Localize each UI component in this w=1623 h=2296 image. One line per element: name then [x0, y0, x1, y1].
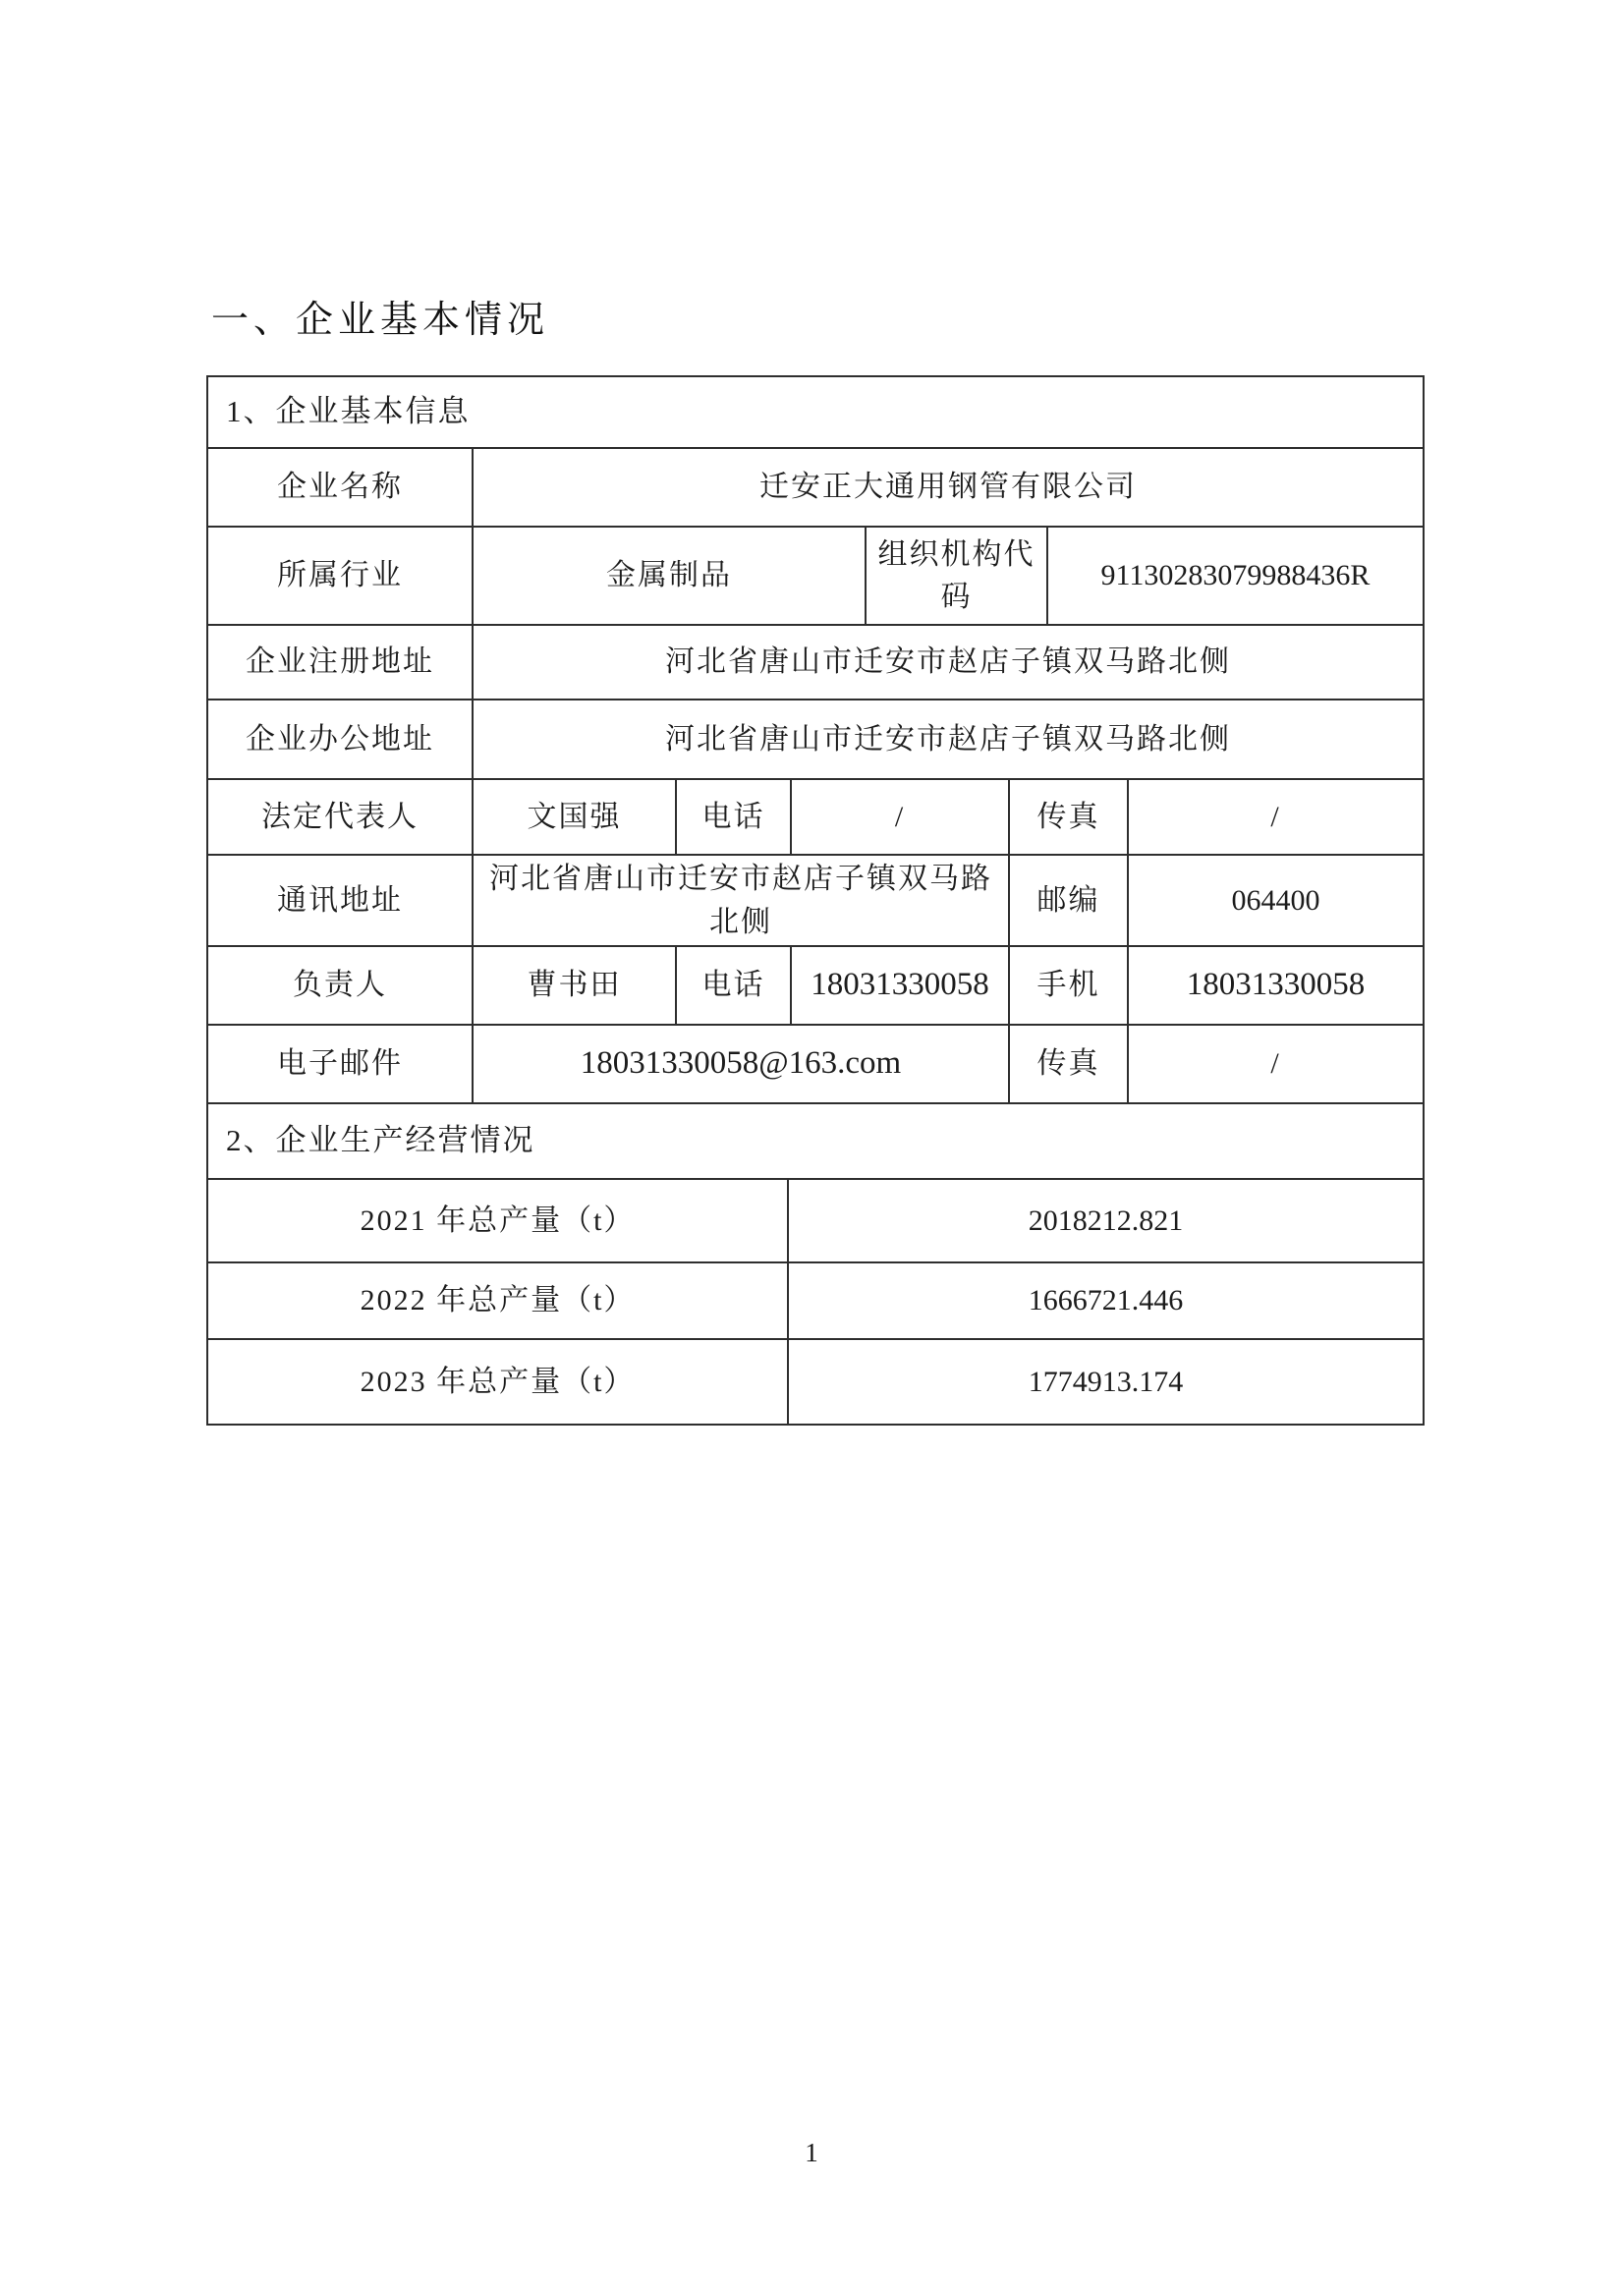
- output-2023-value: 1774913.174: [1028, 1365, 1184, 1398]
- mailing-address-value: 河北省唐山市迁安市赵店子镇双马路北侧: [474, 856, 1010, 945]
- office-address-value: 河北省唐山市迁安市赵店子镇双马路北侧: [665, 722, 1231, 756]
- postcode-label: 邮编: [1010, 856, 1129, 945]
- mailing-address-label: 通讯地址: [208, 856, 474, 945]
- section2-header: 2、企业生产经营情况: [226, 1123, 535, 1158]
- table-row-output-2022: [208, 1263, 1423, 1340]
- table-row-legal-rep: [208, 780, 1423, 856]
- registered-address-label: 企业注册地址: [208, 626, 474, 699]
- table-row-registered-address: [208, 626, 1423, 700]
- company-name-label: 企业名称: [208, 449, 474, 526]
- contact-person-value: 曹书田: [474, 947, 677, 1024]
- table-row-email: [208, 1026, 1423, 1104]
- company-name-value: 迁安正大通用钢管有限公司: [759, 471, 1137, 504]
- output-2021-label: 2021 年总产量（t）: [208, 1180, 789, 1261]
- enterprise-info-table: [206, 375, 1425, 1426]
- contact-phone-value: 18031330058: [792, 947, 1010, 1024]
- table-row-section2-header: [208, 1104, 1423, 1180]
- industry-value: 金属制品: [474, 528, 867, 624]
- table-row-output-2023: [208, 1340, 1423, 1424]
- table-row-industry: [208, 528, 1423, 626]
- industry-label: 所属行业: [208, 528, 474, 624]
- table-row-output-2021: [208, 1180, 1423, 1263]
- legal-rep-fax-value: /: [1270, 800, 1281, 833]
- org-code-value: 91130283079988436R: [1100, 559, 1371, 592]
- output-2022-label: 2022 年总产量（t）: [208, 1263, 789, 1338]
- table-row-section1-header: [208, 377, 1423, 449]
- legal-rep-fax-label: 传真: [1010, 780, 1129, 854]
- legal-rep-phone-label: 电话: [677, 780, 792, 854]
- contact-person-label: 负责人: [208, 947, 474, 1024]
- email-value: 18031330058@163.com: [474, 1026, 1010, 1102]
- output-2022-value: 1666721.446: [1028, 1284, 1184, 1317]
- table-row-mailing-address: [208, 856, 1423, 947]
- contact-mobile-value: 18031330058: [1186, 967, 1366, 1003]
- output-2021-value: 2018212.821: [1028, 1204, 1184, 1237]
- office-address-label: 企业办公地址: [208, 700, 474, 778]
- registered-address-value: 河北省唐山市迁安市赵店子镇双马路北侧: [665, 645, 1231, 679]
- table-row-office-address: [208, 700, 1423, 780]
- contact-mobile-label: 手机: [1010, 947, 1129, 1024]
- page-title: 一、企业基本情况: [211, 300, 550, 341]
- legal-rep-phone-value: /: [792, 780, 1010, 854]
- email-fax-label: 传真: [1010, 1026, 1129, 1102]
- legal-rep-label: 法定代表人: [208, 780, 474, 854]
- org-code-label: 组织机构代码: [867, 528, 1048, 624]
- email-label: 电子邮件: [208, 1026, 474, 1102]
- page-number: 1: [805, 2138, 818, 2167]
- section1-header: 1、企业基本信息: [226, 394, 471, 429]
- contact-phone-label: 电话: [677, 947, 792, 1024]
- email-fax-value: /: [1270, 1047, 1281, 1081]
- legal-rep-value: 文国强: [474, 780, 677, 854]
- output-2023-label: 2023 年总产量（t）: [208, 1340, 789, 1424]
- postcode-value: 064400: [1231, 883, 1320, 917]
- table-row-company-name: [208, 449, 1423, 528]
- table-row-contact-person: [208, 947, 1423, 1026]
